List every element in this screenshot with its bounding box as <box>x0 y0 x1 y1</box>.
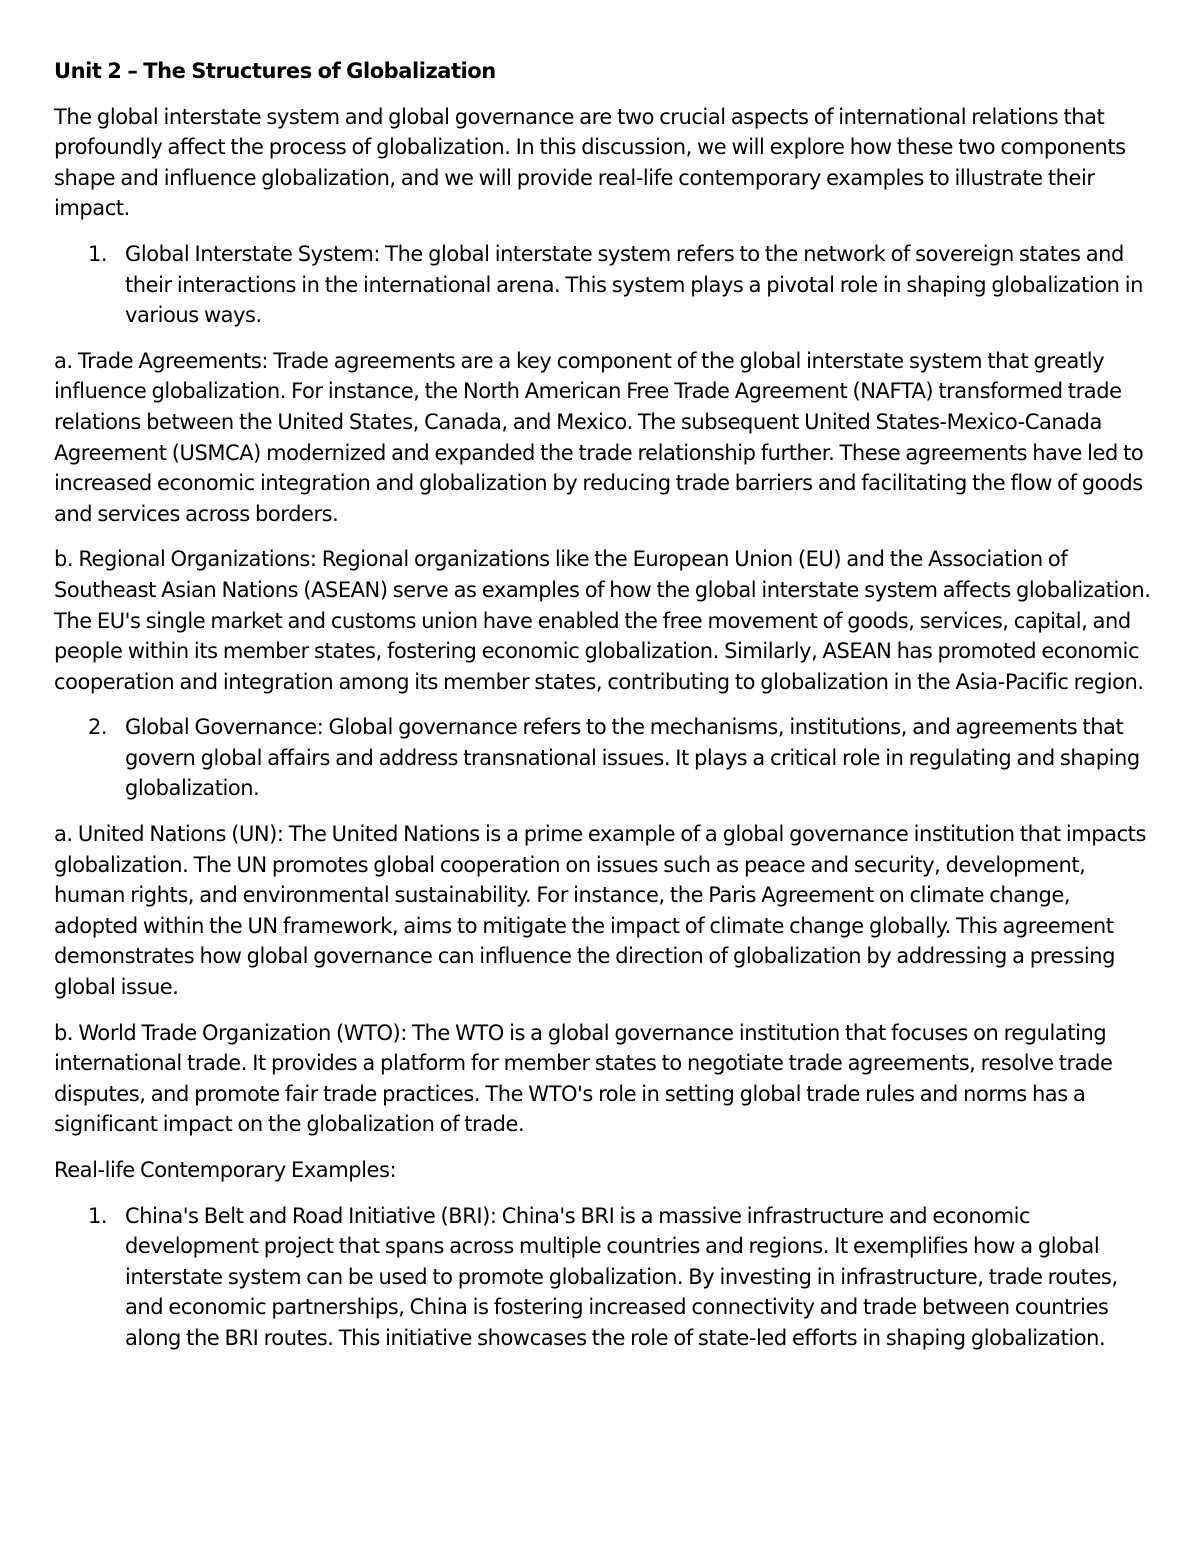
numbered-item-global-governance <box>54 712 1154 804</box>
item-number: 2. <box>88 715 108 740</box>
item-text: China's Belt and Road Initiative (BRI): China's BRI is a massive infrastructure and economic development project that spans across multiple countries and regions. It exemplifies how a global interstate system can be used to promote globalization. By investing in infrastructure, trade routes, and economic partnerships, China is fostering increased connectivity and trade between countries along the BRI routes. This initiative showcases the role of state-led efforts in shaping globalization. <box>125 1203 1118 1350</box>
item-text: Global Interstate System: The global interstate system refers to the network of sovereign states and their interactions in the international arena. This system plays a pivotal role in shaping globalization in various ways. <box>125 241 1143 328</box>
document-page <box>54 56 1154 1369</box>
numbered-item-global-interstate-system <box>54 239 1154 331</box>
item-number: 1. <box>88 1203 108 1228</box>
document-title: Unit 2 – The Structures of Globalization <box>54 59 496 83</box>
paragraph-united-nations: a. United Nations (UN): The United Nations is a prime example of a global governance institution that impacts globalization. The UN promotes global cooperation on issues such as peace and security, development, human rights, and environmental sustainability. For instance, the Paris Agreement on climate change, adopted within the UN framework, aims to mitigate the impact of climate change globally. This agreement demonstrates how global governance can influence the direction of globalization by addressing a pressing global issue. <box>54 822 1146 1000</box>
numbered-item-belt-and-road <box>54 1201 1154 1354</box>
paragraph-trade-agreements: a. Trade Agreements: Trade agreements are a key component of the global interstate system that greatly influence globalization. For instance, the North American Free Trade Agreement (NAFTA) transformed trade relations between the United States, Canada, and Mexico. The subsequent United States-Mexico-Canada Agreement (USMCA) modernized and expanded the trade relationship further. These agreements have led to increased economic integration and globalization by reducing trade barriers and facilitating the flow of goods and services across borders. <box>54 348 1144 526</box>
item-text: Global Governance: Global governance refers to the mechanisms, institutions, and agreements that govern global affairs and address transnational issues. It plays a critical role in regulating and shaping globalization. <box>125 715 1140 801</box>
item-number: 1. <box>88 241 108 266</box>
examples-heading: Real-life Contemporary Examples: <box>54 1158 397 1182</box>
paragraph-wto: b. World Trade Organization (WTO): The WTO is a global governance institution that focuses on regulating international trade. It provides a platform for member states to negotiate trade agreements, resolve trade disputes, and promote fair trade practices. The WTO's role in setting global trade rules and norms has a significant impact on the globalization of trade. <box>54 1020 1113 1137</box>
intro-paragraph: The global interstate system and global governance are two crucial aspects of international relations that profoundly affect the process of globalization. In this discussion, we will explore how these two components shape and influence globalization, and we will provide real-life contemporary examples to illustrate their impact. <box>54 104 1126 221</box>
paragraph-regional-organizations: b. Regional Organizations: Regional organizations like the European Union (EU) and the Association of Southeast Asian Nations (ASEAN) serve as examples of how the global interstate system affects globalization. The EU's single market and customs union have enabled the free movement of goods, services, capital, and people within its member states, fostering economic globalization. Similarly, ASEAN has promoted economic cooperation and integration among its member states, contributing to globalization in the Asia-Pacific region. <box>54 547 1151 694</box>
